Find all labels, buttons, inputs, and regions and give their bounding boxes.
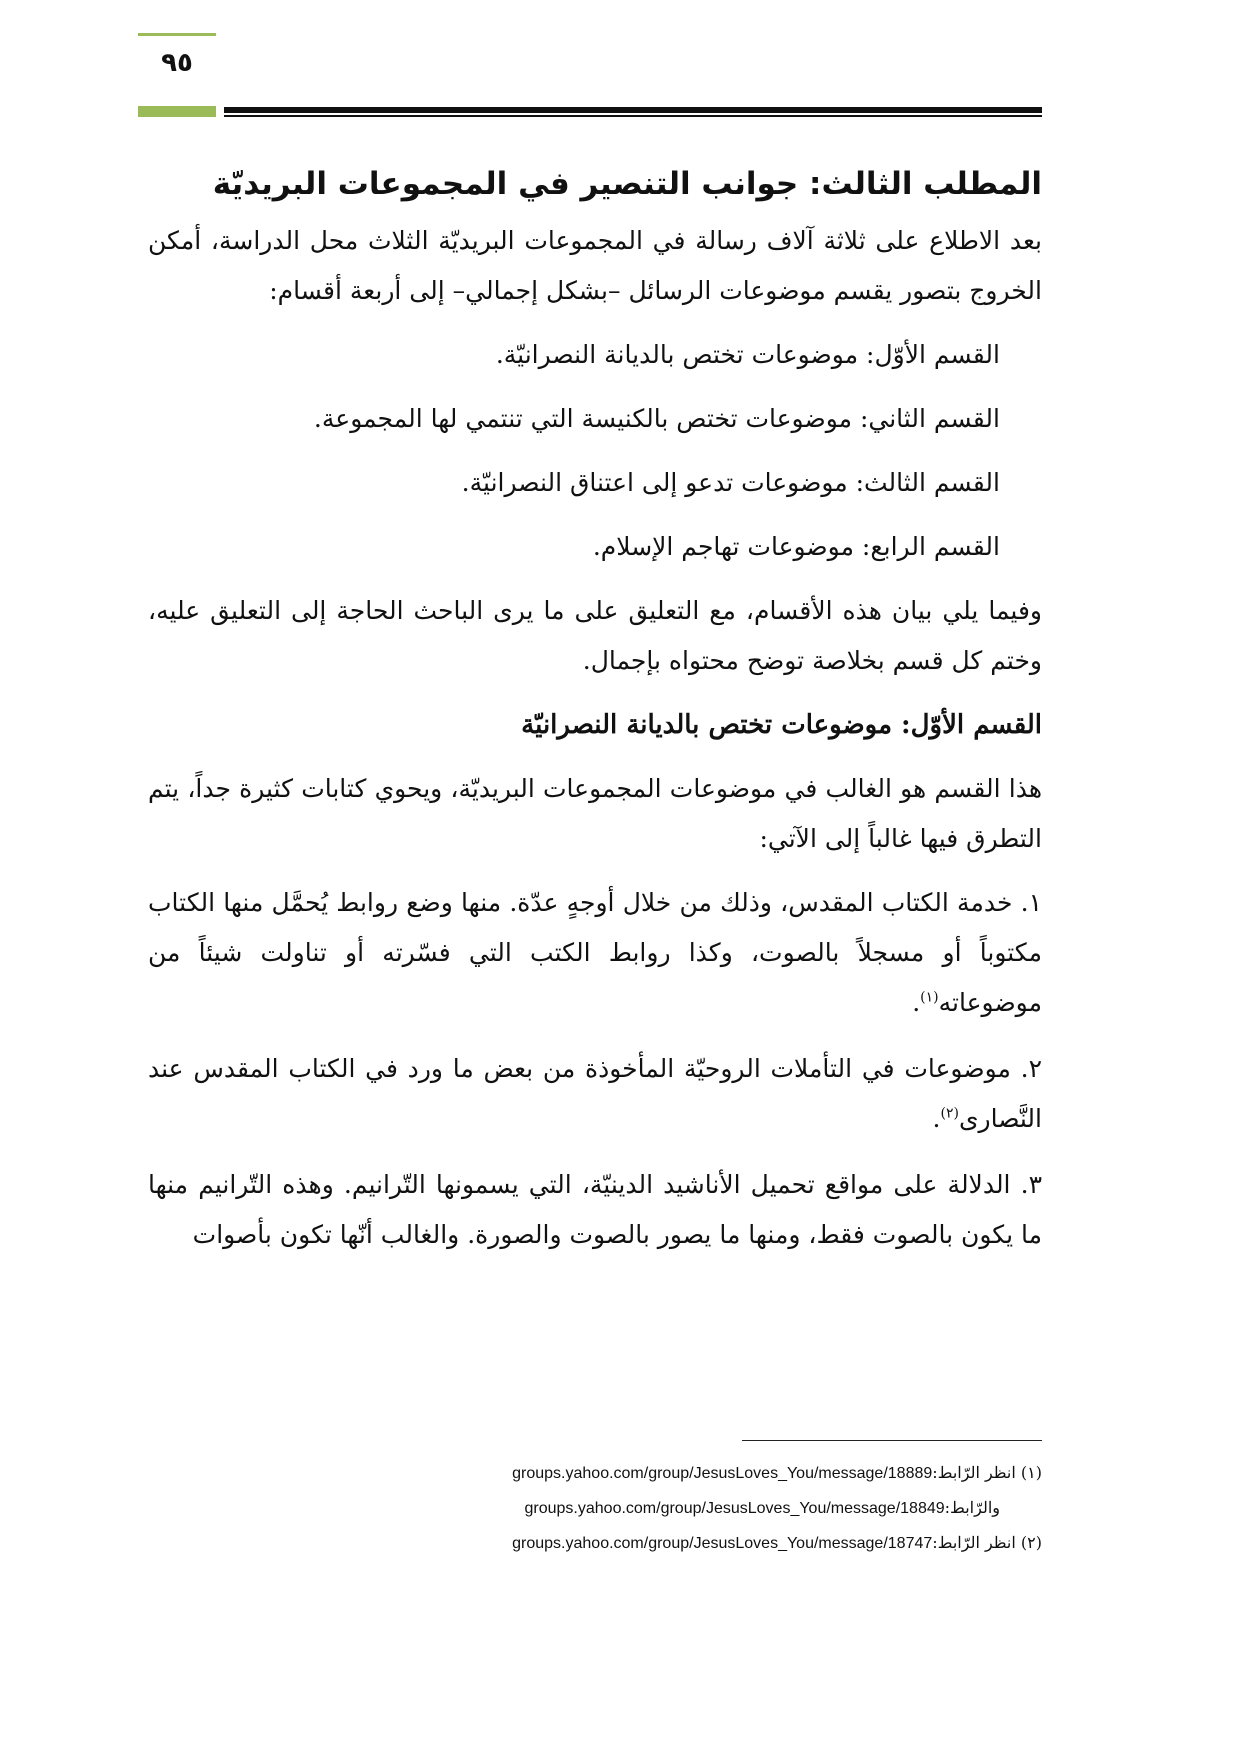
subheading-intro: هذا القسم هو الغالب في موضوعات المجموعات البريديّة، ويحوي كتابات كثيرة جداً، يتم التطرق فيها غالباً إلى الآتي: — [148, 774, 1042, 853]
footnotes — [148, 1456, 1042, 1561]
footnote-2 — [148, 1526, 1042, 1561]
section-item-3: القسم الثالث: موضوعات تدعو إلى اعتناق النصرانيّة. — [461, 468, 1000, 497]
footnote-link[interactable]: groups.yahoo.com/group/JesusLoves_You/message/18747 — [512, 1535, 933, 1552]
section-item-4: القسم الرابع: موضوعات تهاجم الإسلام. — [592, 532, 1000, 561]
footnote-ref: (٢) — [940, 1105, 959, 1122]
footnote-prefix: (٢) انظر الرّابط: — [932, 1533, 1042, 1552]
followup-paragraph: وفيما يلي بيان هذه الأقسام، مع التعليق على ما يرى الباحث الحاجة إلى التعليق عليه، وختم كل قسم بخلاصة توضح محتواه بإجمال. — [148, 596, 1042, 675]
numbered-item-1 — [148, 878, 1042, 1028]
numbered-item-text: ٣. الدلالة على مواقع تحميل الأناشيد الدينيّة، التي يسمونها التّرانيم. وهذه التّرانيم منها ما يكون بالصوت فقط، ومنها ما يصور بالصوت والصورة. والغالب أنّها تكون بأصوات — [148, 1170, 1042, 1249]
page-number: ٩٥ — [161, 48, 193, 78]
footnote-1b — [148, 1491, 1042, 1526]
section-item-2: القسم الثاني: موضوعات تختص بالكنيسة التي تنتمي لها المجموعة. — [313, 404, 1000, 433]
footnote-link[interactable]: groups.yahoo.com/group/JesusLoves_You/message/18889 — [512, 1465, 933, 1482]
page-body — [148, 160, 1042, 1276]
numbered-item-text: ٢. موضوعات في التأملات الروحيّة المأخوذة من بعض ما ورد في الكتاب المقدس عند النَّصارى — [148, 1054, 1042, 1133]
header-accent-top — [138, 33, 216, 36]
footnote-prefix: (١) انظر الرّابط: — [932, 1463, 1042, 1482]
numbered-item-3 — [148, 1160, 1042, 1260]
section-title: المطلب الثالث: جوانب التنصير في المجموعات البريديّة — [212, 166, 1042, 202]
header-accent-bottom — [138, 106, 216, 117]
numbered-item-text: ١. خدمة الكتاب المقدس، وذلك من خلال أوجهٍ عدّة. منها وضع روابط يُحمَّل منها الكتاب مكتوباً أو مسجلاً بالصوت، وكذا روابط الكتب التي فسّرته أو تناولت شيئاً من موضوعاته — [148, 888, 1042, 1017]
section-item-1: القسم الأوّل: موضوعات تختص بالديانة النصرانيّة. — [495, 340, 1000, 369]
footnote-prefix: والرّابط: — [944, 1498, 1000, 1517]
footnote-ref: (١) — [920, 989, 939, 1006]
numbered-item-end: . — [912, 988, 921, 1017]
numbered-item-2 — [148, 1044, 1042, 1144]
footnote-separator — [742, 1440, 1042, 1441]
numbered-item-end: . — [932, 1104, 941, 1133]
subheading: القسم الأوّل: موضوعات تختص بالديانة النصرانيّة — [521, 710, 1042, 740]
header-rule-thin — [224, 115, 1042, 117]
footnote-1 — [148, 1456, 1042, 1491]
intro-paragraph: بعد الاطلاع على ثلاثة آلاف رسالة في المجموعات البريديّة الثلاث محل الدراسة، أمكن الخروج بتصور يقسم موضوعات الرسائل –بشكل إجمالي– إلى أربعة أقسام: — [148, 226, 1042, 305]
header-rule-thick — [224, 107, 1042, 113]
footnote-link[interactable]: groups.yahoo.com/group/JesusLoves_You/message/18849 — [524, 1500, 945, 1517]
